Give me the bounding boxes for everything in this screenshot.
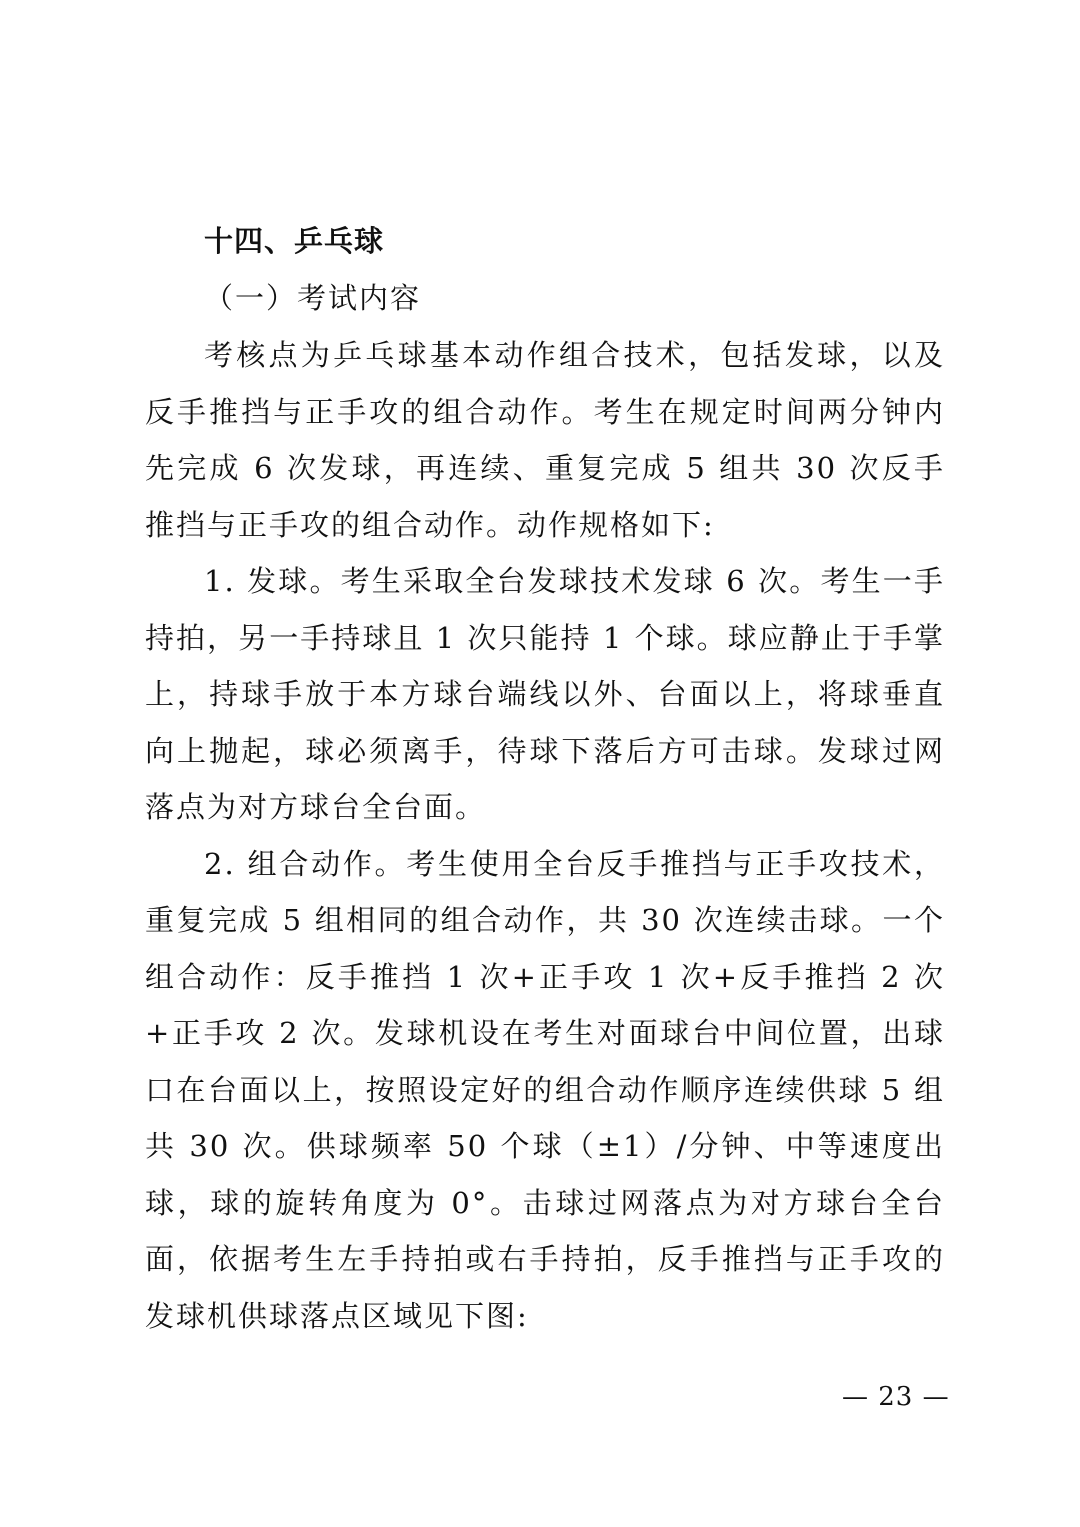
paragraph-intro: 考核点为乒乓球基本动作组合技术，包括发球，以及反手推挡与正手攻的组合动作。考生在规定时间两分钟内先完成 6 次发球，再连续、重复完成 5 组共 30 次反手推挡与正手攻的组合动作。动作规格如下: (145, 338, 945, 542)
subsection-heading: （一）考试内容 (204, 281, 422, 315)
paragraph-combination: 2. 组合动作。考生使用全台反手推挡与正手攻技术，重复完成 5 组相同的组合动作，共 30 次连续击球。一个组合动作：反手推挡 1 次+正手攻 1 次+反手推挡 2 次+正手攻 2 次。发球机设在考生对面球台中间位置，出球口在台面以上，按照设定好的组合动作顺序连续供球 5 组共 30 次。供球频率 50 个球（±1）/分钟、中等速度出球，球的旋转角度为 0°。击球过网落点为对方球台全台面，依据考生左手持拍或右手持拍，反手推挡与正手攻的发球机供球落点区域见下图: (145, 846, 945, 1333)
page-content (145, 213, 945, 1344)
paragraph-serve: 1. 发球。考生采取全台发球技术发球 6 次。考生一手持拍，另一手持球且 1 次只能持 1 个球。球应静止于手掌上，持球手放于本方球台端线以外、台面以上，将球垂直向上抛起，球必须离手，待球下落后方可击球。发球过网落点为对方球台全台面。 (145, 564, 945, 824)
section-heading: 十四、乒乓球 (204, 224, 385, 258)
page-number: — 23 — (842, 1382, 950, 1412)
